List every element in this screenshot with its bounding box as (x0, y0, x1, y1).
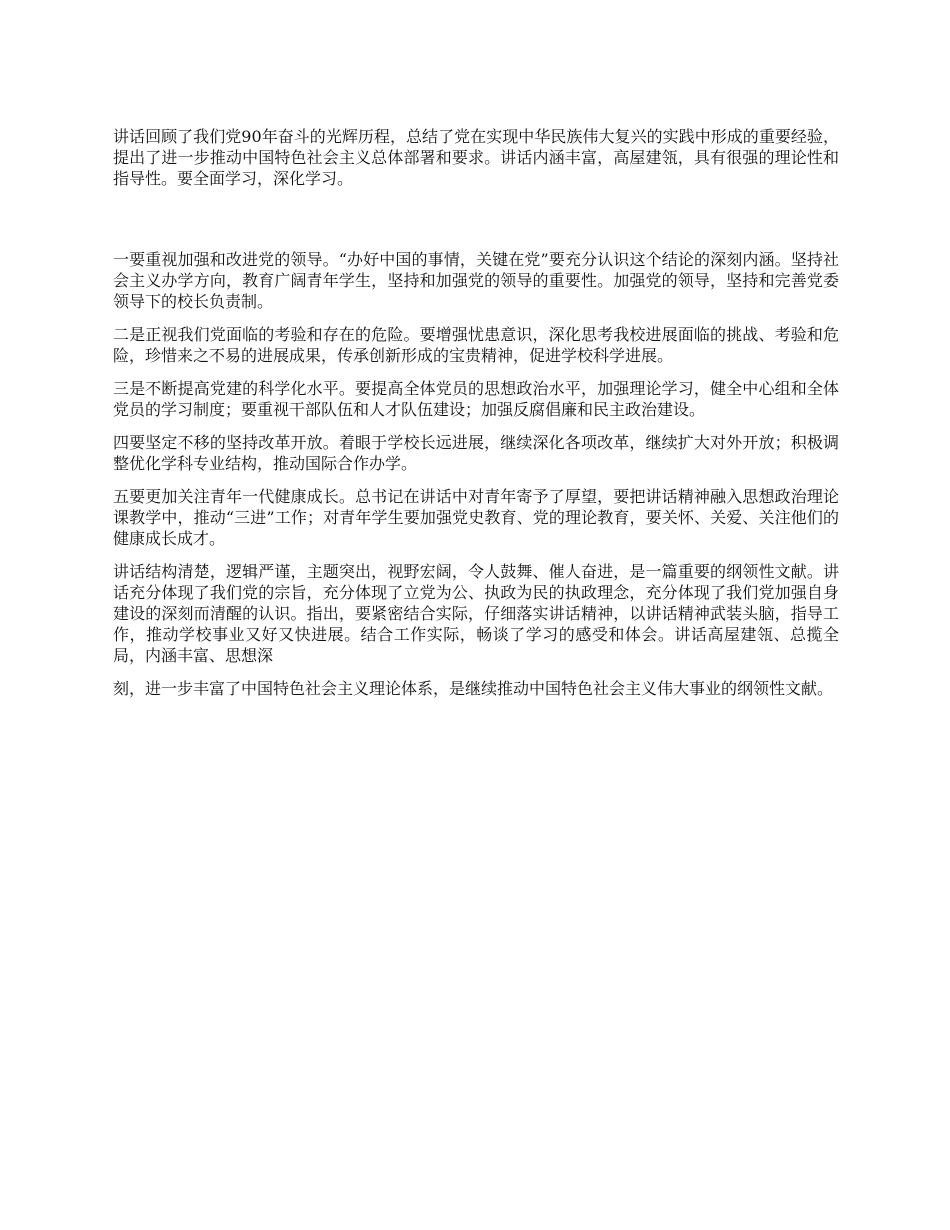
document-body (113, 126, 839, 711)
paragraph-point-five: 五要更加关注青年一代健康成长。总书记在讲话中对青年寄予了厚望，要把讲话精神融入思想政治理论课教学中，推动“三进”工作；对青年学生要加强党史教育、党的理论教育，要关怀、关爱、关注他们的健康成长成才。 (113, 487, 839, 548)
paragraph-summary: 讲话结构清楚，逻辑严谨，主题突出，视野宏阔，令人鼓舞、催人奋进，是一篇重要的纲领性文献。讲话充分体现了我们党的宗旨，充分体现了立党为公、执政为民的执政理念，充分体现了我们党加强自身建设的深刻而清醒的认识。指出，要紧密结合实际，仔细落实讲话精神，以讲话精神武装头脑，指导工作，推动学校事业又好又快进展。结合工作实际，畅谈了学习的感受和体会。讲话高屋建瓴、总揽全局，内涵丰富、思想深 (113, 562, 839, 665)
paragraph-point-two: 二是正视我们党面临的考验和存在的危险。要增强忧患意识，深化思考我校进展面临的挑战、考验和危险，珍惜来之不易的进展成果，传承创新形成的宝贵精神，促进学校科学进展。 (113, 325, 839, 365)
paragraph-point-one: 一要重视加强和改进党的领导。“办好中国的事情，关键在党”要充分认识这个结论的深刻内涵。坚持社会主义办学方向，教育广阔青年学生，坚持和加强党的领导的重要性。加强党的领导，坚持和完善党委领导下的校长负责制。 (113, 250, 839, 311)
paragraph-intro: 讲话回顾了我们党90年奋斗的光辉历程，总结了党在实现中华民族伟大复兴的实践中形成的重要经验，提出了进一步推动中国特色社会主义总体部署和要求。讲话内涵丰富，高屋建瓴，具有很强的理论性和指导性。要全面学习，深化学习。 (113, 127, 839, 188)
paragraph-conclusion: 刻，进一步丰富了中国特色社会主义理论体系，是继续推动中国特色社会主义伟大事业的纲领性文献。 (113, 679, 834, 698)
paragraph-point-three: 三是不断提高党建的科学化水平。要提高全体党员的思想政治水平，加强理论学习，健全中心组和全体党员的学习制度；要重视干部队伍和人才队伍建设；加强反腐倡廉和民主政治建设。 (113, 379, 839, 419)
paragraph-point-four: 四要坚定不移的坚持改革开放。着眼于学校长远进展，继续深化各项改革，继续扩大对外开放；积极调整优化学科专业结构，推动国际合作办学。 (113, 433, 839, 473)
